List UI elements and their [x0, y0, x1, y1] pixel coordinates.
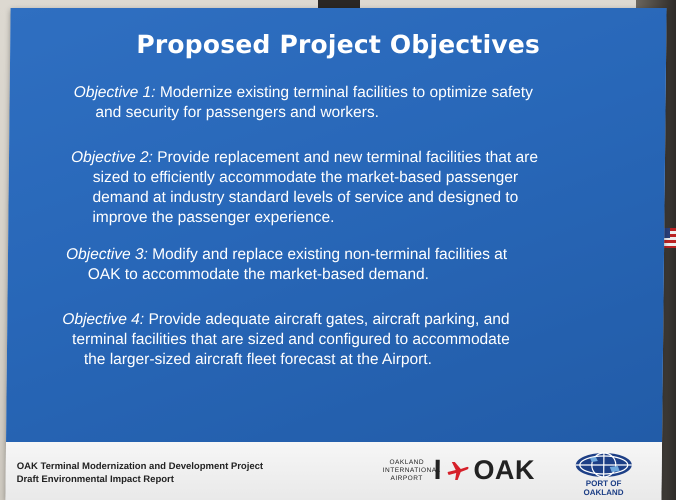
- objectives-panel: [6, 8, 667, 442]
- objective-4: [62, 310, 510, 370]
- objective-label: Objective 1:: [73, 84, 156, 101]
- report-caption: [17, 460, 264, 486]
- globe-icon: [574, 452, 634, 478]
- objective-text-cont: demand at industry standard levels of service and designed to: [92, 189, 519, 206]
- objective-text: Modernize existing terminal facilities to optimize safety: [159, 84, 533, 101]
- objective-text: Provide adequate aircraft gates, aircraft parking, and: [148, 311, 510, 328]
- logo-letter: I: [433, 454, 442, 485]
- objective-2: [70, 148, 538, 228]
- objective-text-cont: sized to efficiently accommodate the market-based passenger: [92, 169, 519, 186]
- objective-text-cont: the larger-sized aircraft fleet forecast at the Airport.: [83, 351, 433, 368]
- objective-label: Objective 3:: [65, 246, 148, 263]
- objective-text-cont: and security for passengers and workers.: [95, 104, 380, 121]
- port-of-oakland-logo: [567, 452, 639, 497]
- objective-text-cont: terminal facilities that are sized and configured to accommodate: [72, 331, 510, 348]
- project-name: OAK Terminal Modernization and Development Project: [16, 461, 264, 472]
- objective-text: Modify and replace existing non-terminal facilities at: [152, 246, 508, 263]
- logo-code: OAK: [473, 454, 536, 485]
- i-fly-oak-logo: [434, 454, 536, 486]
- port-name: PORT OF OAKLAND: [583, 479, 624, 497]
- objective-text-cont: OAK to accommodate the market-based demand.: [87, 266, 430, 283]
- objective-label: Objective 2:: [70, 149, 153, 166]
- objective-text-cont: improve the passenger experience.: [92, 209, 335, 226]
- objective-text: Provide replacement and new terminal facilities that are: [157, 149, 539, 166]
- airport-word: OAKLAND: [389, 459, 425, 466]
- report-name: Draft Environmental Impact Report: [16, 474, 175, 485]
- objective-1: [73, 83, 533, 123]
- airport-word: INTERNATIONAL: [382, 467, 441, 474]
- board-title: Proposed Project Objectives: [136, 30, 541, 59]
- board-footer: [5, 442, 662, 500]
- presentation-board: [5, 8, 666, 500]
- oakland-airport-small-text: [382, 459, 441, 483]
- airplane-icon: [445, 458, 469, 482]
- objective-3: [66, 245, 508, 285]
- objective-label: Objective 4:: [62, 311, 145, 328]
- airport-word: AIRPORT: [390, 475, 423, 482]
